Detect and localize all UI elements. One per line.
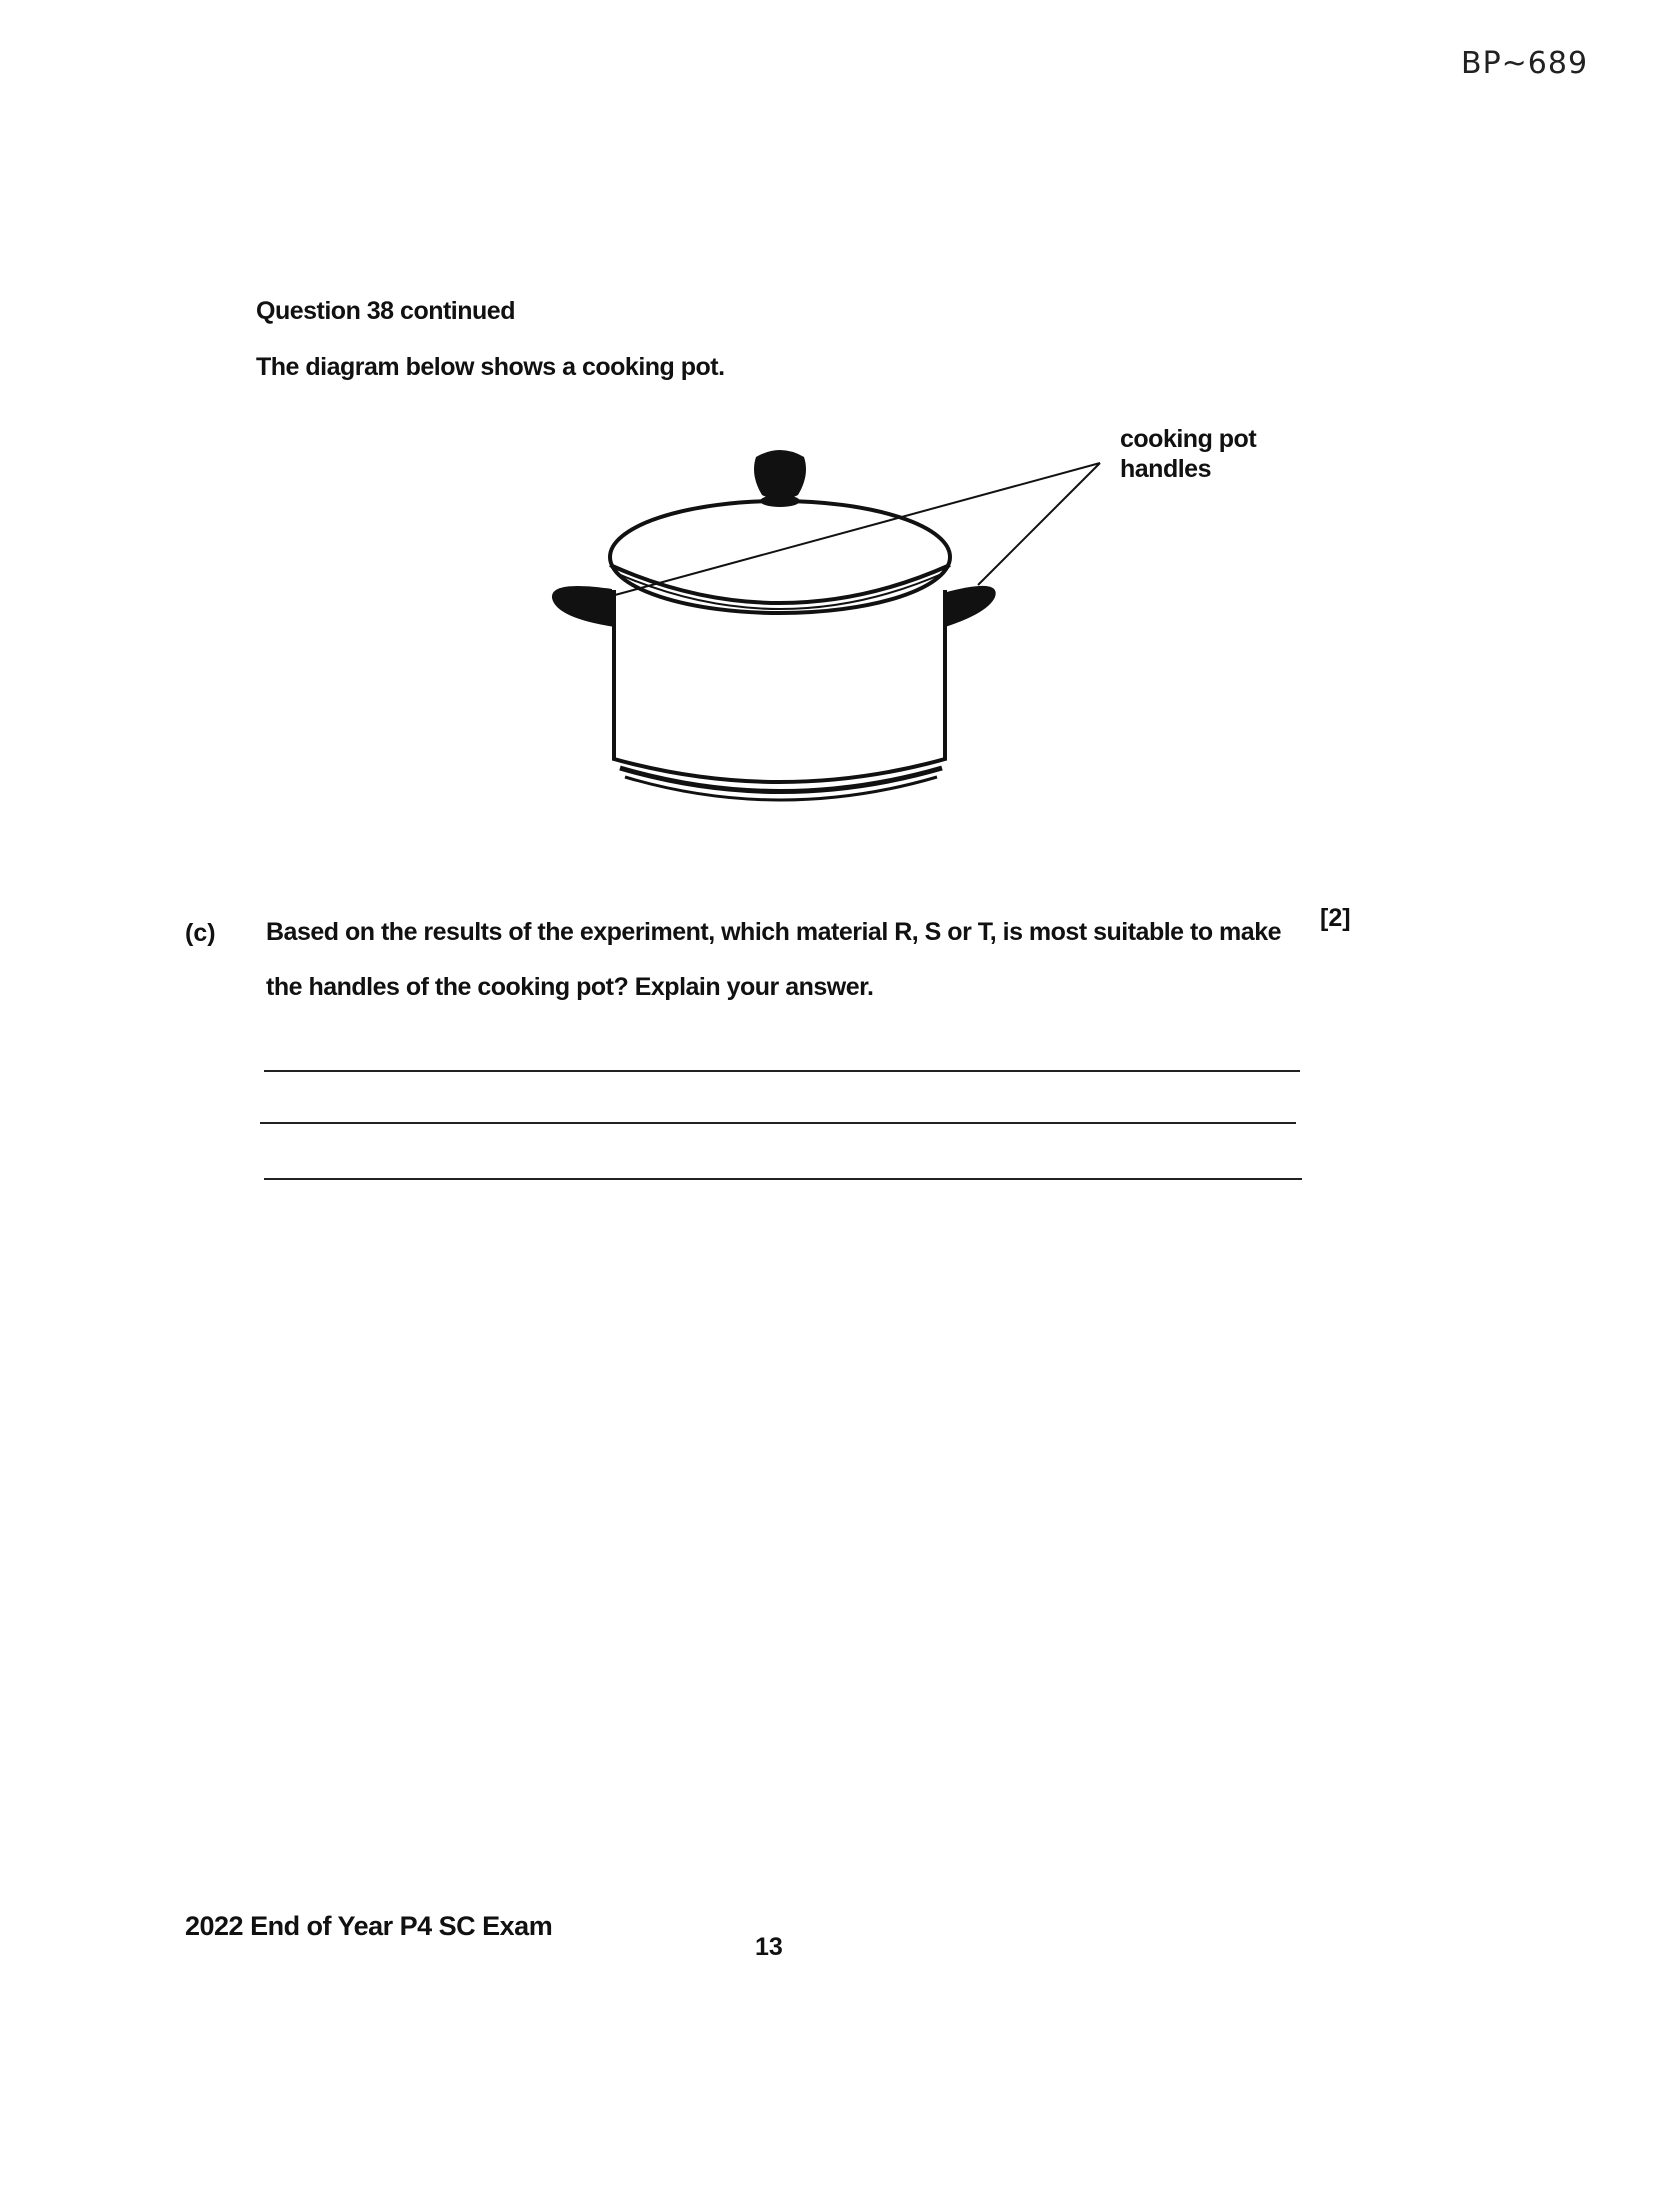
diagram-label [1120,424,1256,484]
question-intro: The diagram below shows a cooking pot. [256,353,725,381]
question-heading: Question 38 continued [256,297,515,325]
pointer-line-right [978,463,1100,585]
document-code: BP~689 [1461,46,1589,81]
left-handle [552,586,615,627]
question-text: Based on the results of the experiment, which material R, S or T, is most suitable to make the handles of the cooking pot? Explain your answer. [266,918,1281,1001]
page-number: 13 [755,1933,783,1961]
marks-allocation: [2] [1320,904,1351,932]
lid-knob [754,450,806,500]
pot-body [614,590,945,782]
diagram-label-line2: handles [1120,455,1211,483]
answer-line[interactable] [264,1070,1300,1072]
diagram-label-line1: cooking pot [1120,425,1257,453]
answer-line[interactable] [264,1178,1302,1180]
right-handle [943,586,996,627]
part-label: (c) [185,919,216,947]
exam-title: 2022 End of Year P4 SC Exam [185,1911,553,1941]
answer-line[interactable] [260,1122,1296,1124]
